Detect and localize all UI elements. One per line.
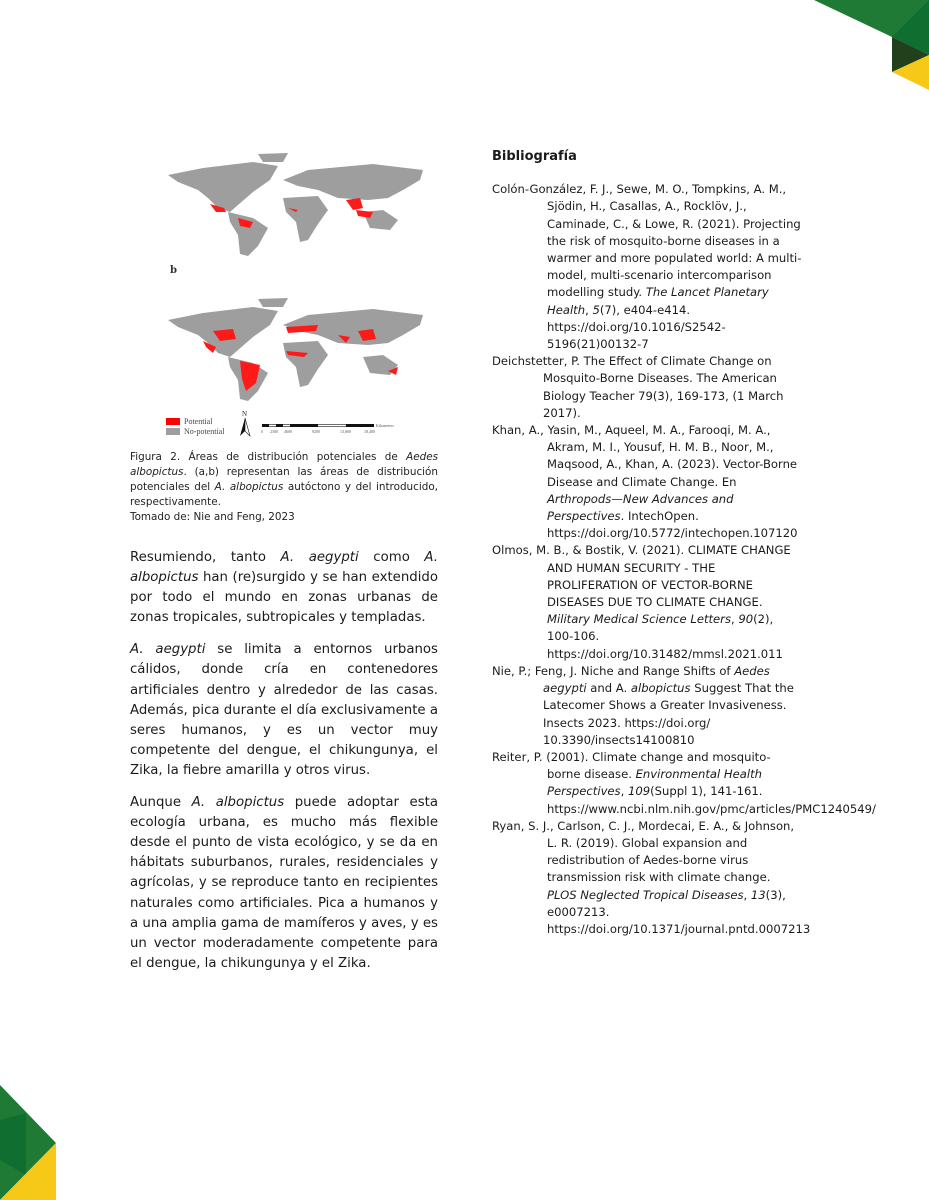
distribution-figure — [158, 150, 450, 440]
paragraph-1: Resumiendo, tanto A. aegypti como A. albopictus han (re)surgido y se han extendido por todo el mundo en zonas urbanas de zonas tropicales, subtropicales y templadas. — [130, 550, 438, 626]
scale-bar — [260, 422, 450, 438]
svg-text:0: 0 — [261, 429, 263, 434]
world-map-a — [158, 150, 450, 260]
north-arrow-icon — [238, 409, 252, 437]
svg-text:9200: 9200 — [312, 429, 320, 434]
world-map-b — [158, 295, 450, 405]
top-right-corner-decoration — [809, 0, 929, 90]
reference-item: Khan, A., Yasin, M., Aqueel, M. A., Farooqi, M. A., Akram, M. I., Yousuf, H. M. B., Noor, M., Maqsood, A., Khan, A. (2023). Vector-Borne Disease and Climate Change. En Arthropods—New Advances and Perspectives. IntechOpen. https://doi.org/10.5772/intechopen.107120 — [492, 423, 798, 541]
no-potential-swatch — [166, 428, 180, 435]
potential-swatch — [166, 418, 180, 425]
legend-label: Potential — [184, 416, 213, 426]
caption-source: Tomado de: Nie and Feng, 2023 — [130, 511, 295, 523]
svg-text:N: N — [242, 410, 248, 418]
svg-text:13,800: 13,800 — [340, 429, 351, 434]
panel-b-label: b — [170, 265, 177, 276]
bibliography — [492, 148, 876, 938]
reference-item: Olmos, M. B., & Bostik, V. (2021). CLIMATE CHANGE AND HUMAN SECURITY - THE PROLIFERATION OF VECTOR-BORNE DISEASES DUE TO CLIMATE CHANGE. Military Medical Science Letters, 90(2), 100-106. https://doi.org/10.31482/mmsl.2021.011 — [492, 543, 791, 661]
reference-item: Reiter, P. (2001). Climate change and mosquito-borne disease. Environmental Health Perspectives, 109(Suppl 1), 141-161. https://www.ncbi.nlm.nih.gov/pmc/articles/PMC1240549/ — [492, 749, 876, 816]
body-text — [130, 548, 438, 986]
map-legend — [166, 416, 224, 436]
figure-caption — [130, 450, 438, 525]
svg-text:Kilometers: Kilometers — [376, 423, 394, 428]
reference-item: Nie, P.; Feng, J. Niche and Range Shifts of Aedes aegypti and A. albopictus Suggest That the Latecomer Shows a Greater Invasiveness. Insects 2023. https://doi.org/ 10.3390/insects14100810 — [492, 663, 794, 747]
reference-item: Deichstetter, P. The Effect of Climate Change on Mosquito-Borne Diseases. The American Biology Teacher 79(3), 169-173, (1 March 2017). — [492, 354, 784, 420]
bottom-left-corner-decoration — [0, 1080, 60, 1200]
svg-text:2300: 2300 — [270, 429, 278, 434]
legend-label: No-potential — [184, 426, 225, 436]
bibliography-title: Bibliografía — [492, 149, 577, 164]
svg-text:18,400: 18,400 — [364, 429, 375, 434]
paragraph-3: Aunque A. albopictus puede adoptar esta ecología urbana, es mucho más flexible desde el punto de vista ecológico, y se da en hábitats suburbanos, rurales, residenciales y agrícolas, y se reproduce tanto en recipientes naturales como artificiales. Pica a humanos y a una amplia gama de mamíferos y aves, y es un vector moderadamente competente para el dengue, la chikungunya y el Zika. — [130, 795, 438, 971]
reference-item: Ryan, S. J., Carlson, C. J., Mordecai, E. A., & Johnson, L. R. (2019). Global expansion and redistribution of Aedes-borne virus transmission risk with climate change. PLOS Neglected Tropical Diseases, 13(3), e0007213. https://doi.org/10.1371/journal.pntd.0007213 — [492, 818, 811, 936]
reference-item: Colón-González, F. J., Sewe, M. O., Tompkins, A. M., Sjödin, H., Casallas, A., Rocklöv, J., Caminade, C., & Lowe, R. (2021). Projecting the risk of mosquito-borne diseases in a warmer and more populated world: A multi-model, multi-scenario intercomparison modelling study. The Lancet Planetary Health, 5(7), e404-e414. https://doi.org/10.1016/S2542-5196(21)00132-7 — [492, 182, 802, 352]
caption-text: Figura 2. Áreas de distribución potenciales de Aedes albopictus. (a,b) representan las áreas de distribución potenciales del A. albopictus autóctono y del introducido, respectivamente. — [130, 451, 438, 508]
svg-text:4600: 4600 — [284, 429, 292, 434]
paragraph-2: A. aegypti se limita a entornos urbanos cálidos, donde cría en contenedores artificiales dentro y alrededor de las casas. Además, pica durante el día exclusivamente a seres humanos, y es un vector muy competente del dengue, el chikungunya, el Zika, la fiebre amarilla y otros virus. — [130, 642, 438, 778]
